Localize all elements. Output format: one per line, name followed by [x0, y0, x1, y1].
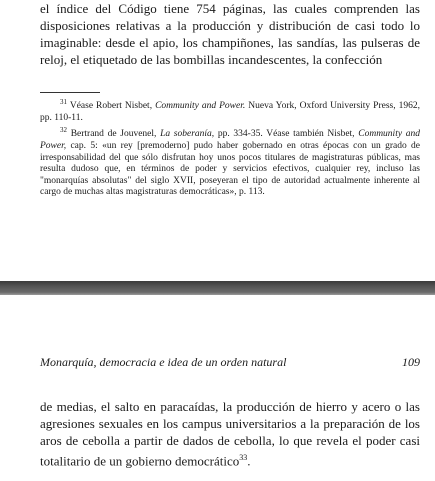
chapter-title: Monarquía, democracia e idea de un orden natural [40, 355, 287, 369]
footnote-mark: 32 [60, 126, 67, 135]
footnote-title: Community and Power, [40, 129, 420, 152]
footnote-title: Community and Power. [155, 101, 246, 112]
footnote-title: La soberanía, [160, 129, 215, 140]
footnote-text: pp. 334-35. Véase también Nisbet, [214, 129, 359, 140]
footnote-32 [40, 125, 420, 199]
paragraph-end: . [247, 453, 251, 469]
page-number: 109 [402, 355, 420, 369]
paragraph-text: de medias, el salto en paracaídas, la producción de hierro y acero o las agresiones sexuales en los campus universitarios a la preparación de los aros de cebolla a partir de dados de cebolla, lo que revela el poder casi totalitario de un gobierno democrático [40, 399, 420, 469]
footnote-text: Bertrand de Jouvenel, [70, 129, 161, 140]
running-head [40, 355, 420, 370]
footnote-text: Nueva York, Oxford University Press, 1962, pp. 110-11. [40, 101, 420, 123]
body-paragraph-top: el índice del Código tiene 754 páginas, las cuales comprenden las disposiciones relativas a la producción y distribución de casi todo lo imaginable: desde el apio, los champiñones, las sandías, las pulseras de reloj, el etiquetado de las bombillas incandescentes, la confección [40, 1, 420, 67]
footnote-31 [40, 97, 420, 124]
footnote-reference: 33 [239, 453, 248, 462]
body-paragraph-bottom [40, 398, 420, 469]
footnote-text: Véase Robert Nisbet, [69, 101, 156, 112]
footnotes [40, 97, 420, 200]
page-divider [0, 281, 435, 295]
footnote-rule [40, 92, 100, 93]
footnote-mark: 31 [60, 98, 67, 106]
footnote-text: cap. 5: «un rey [premoderno] pudo haber gobernado en otras épocas con un grado de irresponsabilidad del que sólo disfrutan hoy unos pocos titulares de magistraturas públicas, mas resulta dudoso que, en términos de poder y servicios efectivos, cualquier rey, incluso las "monarquías absolutas" del siglo XVII, poseyeran el tipo de autoridad actualmente inherente al cargo de muchas altas magistraturas democráticas», p. 113. [40, 141, 420, 198]
